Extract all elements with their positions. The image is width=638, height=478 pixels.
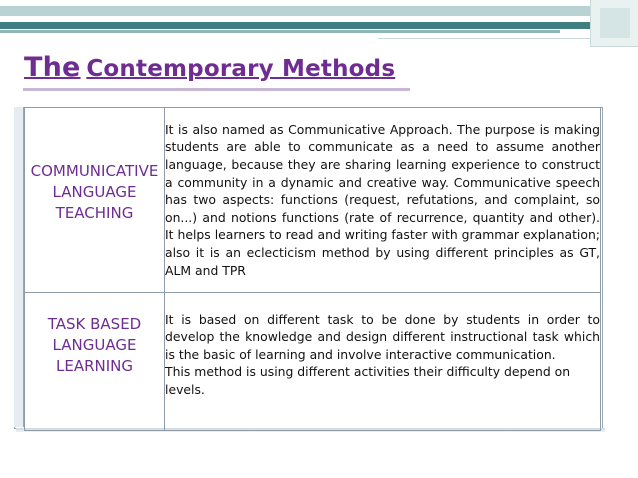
method-name-line: TASK BASED xyxy=(47,315,142,333)
title-underline-shadow xyxy=(23,88,410,91)
method-name-line: LEARNING xyxy=(55,357,133,375)
header-decoration-dark xyxy=(0,22,638,29)
header-decoration-light xyxy=(0,6,638,16)
header-decoration-mid xyxy=(0,30,560,33)
method-name-cell xyxy=(25,108,165,293)
method-name-line: COMMUNICATIVE xyxy=(30,161,159,180)
method-description-note: This method is using different activities their difficulty depend on levels. xyxy=(165,364,571,397)
slide-title xyxy=(24,52,395,86)
header-decoration-line xyxy=(378,38,590,39)
method-description: It is based on different task to be done by students in order to develop the knowledge and design different instructional task which is the basic of learning and involve interactive communication. xyxy=(165,311,600,362)
method-description-cell xyxy=(165,293,601,431)
table-left-margin-column xyxy=(14,107,24,427)
method-name-line: TEACHING xyxy=(55,203,134,222)
table-row xyxy=(25,293,601,431)
table-row xyxy=(25,108,601,293)
method-name-line: LANGUAGE xyxy=(52,182,137,201)
slide-title-part2: Contemporary Methods xyxy=(86,56,396,82)
header-corner-inner xyxy=(600,8,630,38)
methods-table xyxy=(24,107,601,431)
method-name-cell xyxy=(25,293,165,431)
method-name-line: LANGUAGE xyxy=(52,336,137,354)
slide-title-part1: The xyxy=(24,52,81,83)
method-description-cell xyxy=(165,108,601,293)
method-description: It is also named as Communicative Approach. The purpose is making students are able to communicate as a need to assume another language, because they are sharing learning experience to construct a community in a dynamic and creative way. Communicative speech has two aspects: functions (request, refutations, and complaint, so on...) and notions functions (rate of recurrence, quantity and other). It helps learners to read and writing faster with grammar explanation; also it is an eclecticism method by using different principles as GT, ALM and TPR xyxy=(165,121,600,278)
